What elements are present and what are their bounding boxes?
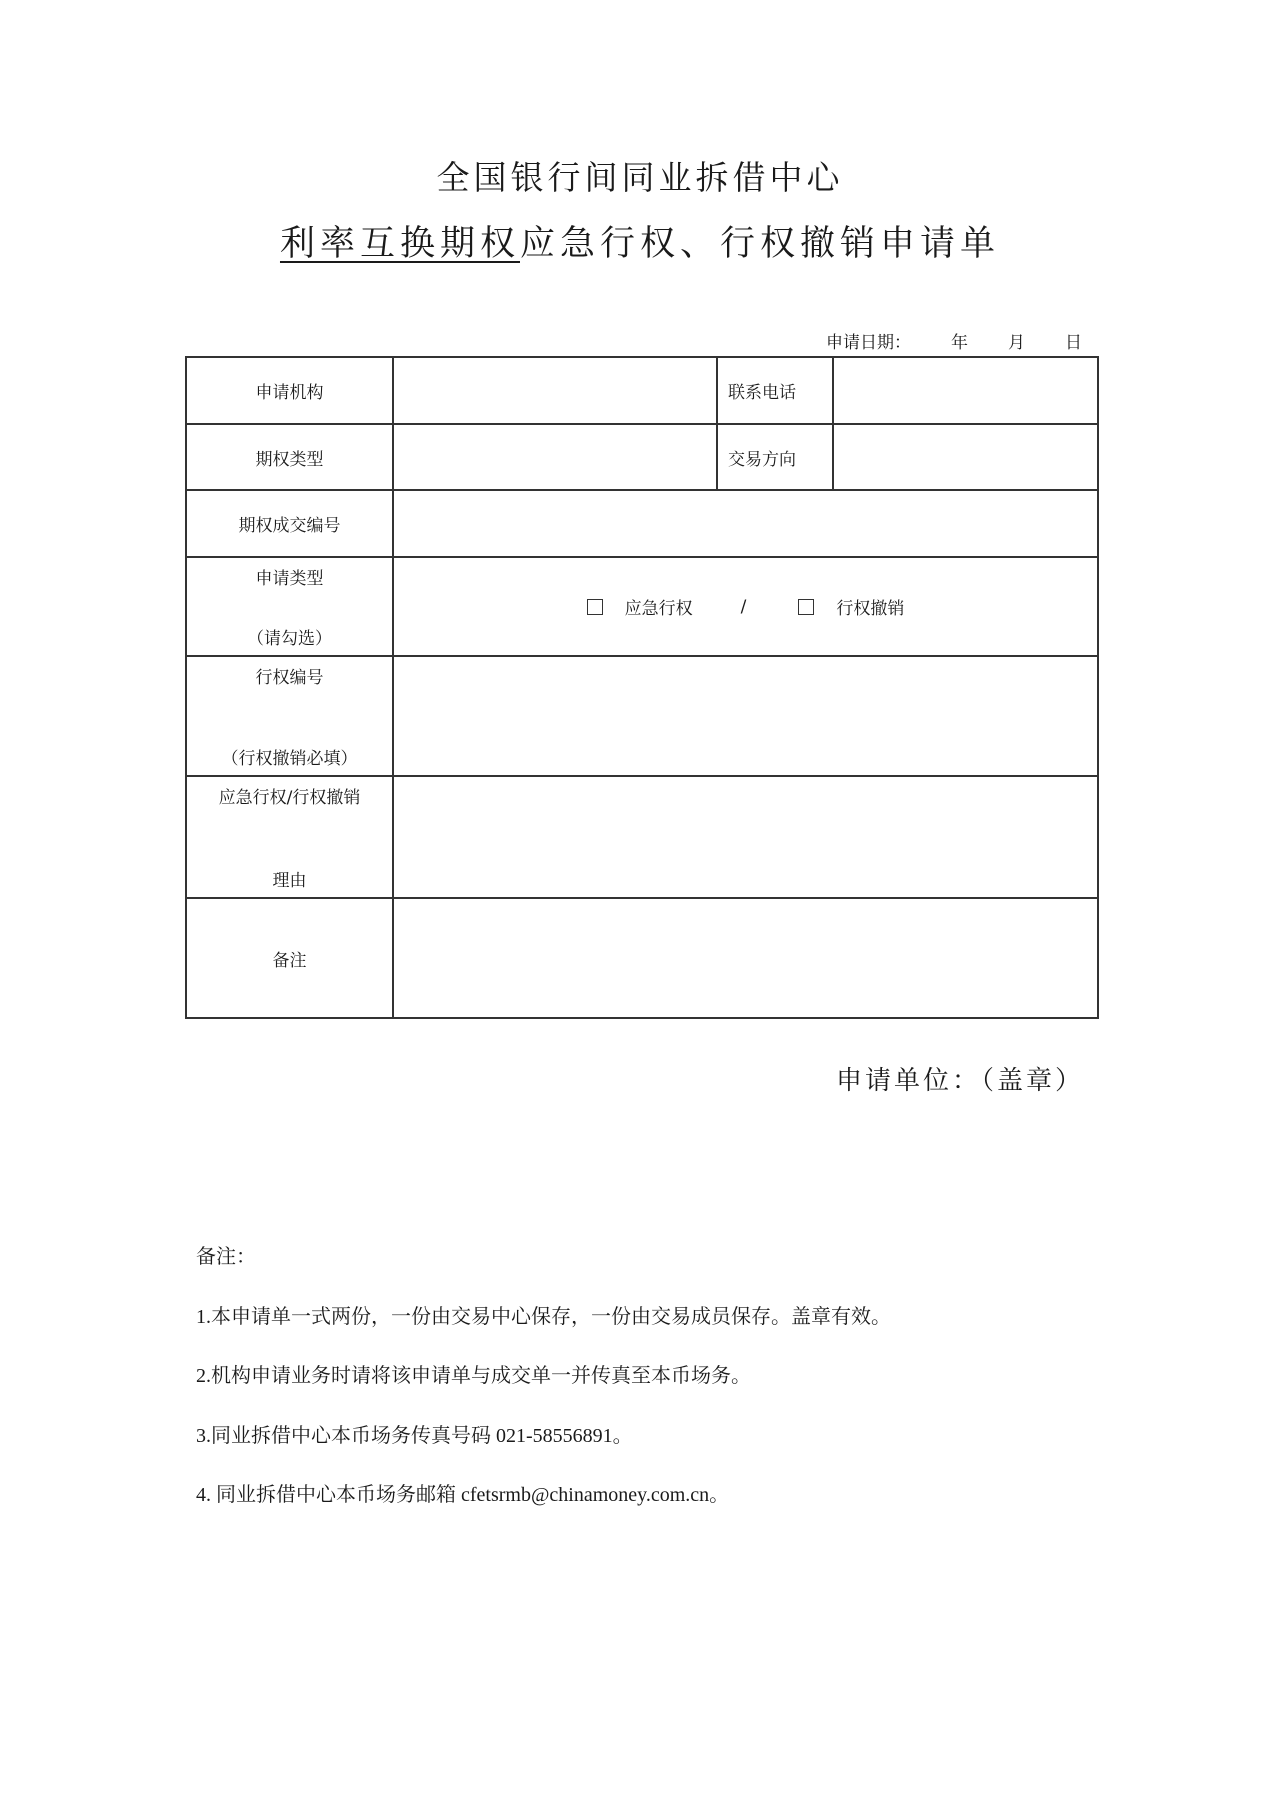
exercise-id-hint: （行权撤销必填） <box>221 749 358 769</box>
note-item: 2.机构申请业务时请将该申请单与成交单一并传真至本币场务。 <box>196 1365 751 1387</box>
application-form-table <box>185 356 1099 1019</box>
organization-title: 全国银行间同业拆借中心 <box>436 158 844 197</box>
direction-field[interactable] <box>833 424 1098 490</box>
applicant-label: 申请机构 <box>186 357 393 424</box>
direction-label: 交易方向 <box>717 424 833 490</box>
exercise-id-label <box>186 656 393 776</box>
note-item: 4. 同业拆借中心本币场务邮箱 cfetsrmb@chinamoney.com.cn。 <box>196 1484 730 1506</box>
request-type-options <box>393 557 1098 656</box>
request-type-hint: （请勾选） <box>247 629 332 649</box>
option-type-field[interactable] <box>393 424 717 490</box>
remarks-label: 备注 <box>186 898 393 1018</box>
option-type-label: 期权类型 <box>186 424 393 490</box>
form-title-rest: 应急行权、行权撤销申请单 <box>520 224 1001 264</box>
remarks-field[interactable] <box>393 898 1098 1018</box>
applicant-field[interactable] <box>393 357 717 424</box>
month-label: 月 <box>1008 333 1025 353</box>
applicant-stamp: 申请单位：（盖章） <box>836 1066 1085 1096</box>
reason-title-2: 理由 <box>272 871 307 891</box>
trade-id-label: 期权成交编号 <box>186 490 393 557</box>
choice-separator: / <box>740 596 747 617</box>
phone-label: 联系电话 <box>717 357 833 424</box>
exercise-cancel-checkbox[interactable] <box>798 599 814 615</box>
request-type-title: 申请类型 <box>255 569 324 589</box>
year-label: 年 <box>951 333 968 353</box>
emergency-exercise-checkbox[interactable] <box>587 599 603 615</box>
phone-field[interactable] <box>833 357 1098 424</box>
trade-id-field[interactable] <box>393 490 1098 557</box>
application-date <box>826 328 1082 353</box>
exercise-id-field[interactable] <box>393 656 1098 776</box>
form-title-underlined: 利率互换期权 <box>279 224 520 264</box>
date-label: 申请日期： <box>826 333 911 353</box>
emergency-exercise-label: 应急行权 <box>624 599 693 619</box>
note-item: 3.同业拆借中心本币场务传真号码 021-58556891。 <box>196 1424 633 1447</box>
notes-heading: 备注： <box>196 1246 256 1268</box>
exercise-id-title: 行权编号 <box>255 668 324 688</box>
form-title <box>0 222 1280 266</box>
exercise-cancel-label: 行权撤销 <box>836 599 905 619</box>
request-type-label <box>186 557 393 656</box>
notes-section <box>196 1245 891 1543</box>
reason-title: 应急行权/行权撤销 <box>218 788 361 808</box>
reason-field[interactable] <box>393 776 1098 898</box>
note-item: 1.本申请单一式两份，一份由交易中心保存，一份由交易成员保存。盖章有效。 <box>196 1305 891 1328</box>
reason-label <box>186 776 393 898</box>
day-label: 日 <box>1065 333 1082 353</box>
